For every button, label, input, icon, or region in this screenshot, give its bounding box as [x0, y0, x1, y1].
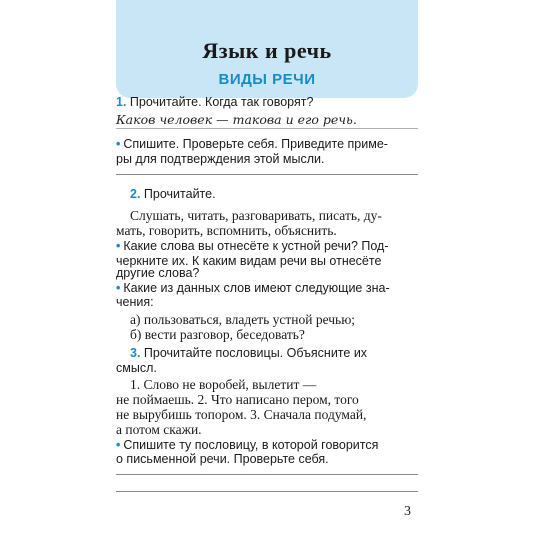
task2-words-line-1: Слушать, читать, разговаривать, писать, ду- [130, 208, 382, 223]
writing-line [116, 491, 418, 492]
task3-prompt-1: Прочитайте пословицы. Объясните их [143, 346, 368, 360]
task2-bullet1-line-2: черкните их. К каким видам речи вы отнесёте [116, 254, 382, 268]
task2-bullet1-line-3: другие слова? [116, 266, 200, 280]
bullet-icon: • [116, 281, 121, 295]
task2-bullet2-line-2: чения: [116, 295, 154, 309]
task2-bullet2-line-1: • Какие из данных слов имеют следующие зна- [116, 281, 390, 295]
writing-line [116, 474, 418, 475]
task2-prompt: Прочитайте. [143, 187, 216, 201]
task2-words-line-2: мать, говорить, вспомнить, объяснить. [116, 223, 337, 238]
bullet-icon: • [116, 137, 121, 151]
task2-prompt-line [130, 187, 216, 201]
task2-number: 2. [130, 187, 141, 201]
task3-number: 3. [130, 346, 141, 360]
task1-prompt: Прочитайте. Когда так говорят? [129, 95, 314, 109]
task3-proverb-line-3: не вырубишь топором. 3. Сначала подумай, [116, 407, 367, 422]
task1-bullet-line-2: ры для подтверждения этой мысли. [116, 152, 325, 166]
task1-bullet-line-1: • Спишите. Проверьте себя. Приведите приме- [116, 137, 388, 151]
task3-proverb-line-4: а потом скажи. [116, 422, 202, 437]
task3-bullet-line-1: • Спишите ту пословицу, в которой говорится [116, 438, 379, 452]
writing-line [116, 128, 418, 129]
task3-proverb-line-2: не поймаешь. 2. Что написано пером, того [116, 392, 359, 407]
task3-bullet-line-2: о письменной речи. Проверьте себя. [116, 452, 329, 466]
task3-proverb-line-1: 1. Слово не воробей, вылетит — [130, 377, 317, 392]
task1-handwritten: Каков человек — такова и его речь. [116, 112, 357, 127]
bullet-icon: • [116, 438, 121, 452]
writing-line [116, 174, 418, 175]
task3-prompt-line-2: смысл. [116, 361, 157, 375]
page-number: 3 [404, 504, 411, 519]
task1-prompt-line [116, 95, 313, 109]
task3-prompt-line-1 [130, 346, 418, 360]
task2-bullet1-line-1: • Какие слова вы отнесёте к устной речи? Под- [116, 239, 389, 253]
task2-option-b: б) вести разговор, беседовать? [130, 327, 305, 342]
chapter-title: Язык и речь [202, 38, 332, 63]
bullet-icon: • [116, 239, 121, 253]
task2-option-a: а) пользоваться, владеть устной речью; [130, 312, 356, 327]
section-title: ВИДЫ РЕЧИ [218, 71, 316, 88]
task1-number: 1. [116, 95, 127, 109]
